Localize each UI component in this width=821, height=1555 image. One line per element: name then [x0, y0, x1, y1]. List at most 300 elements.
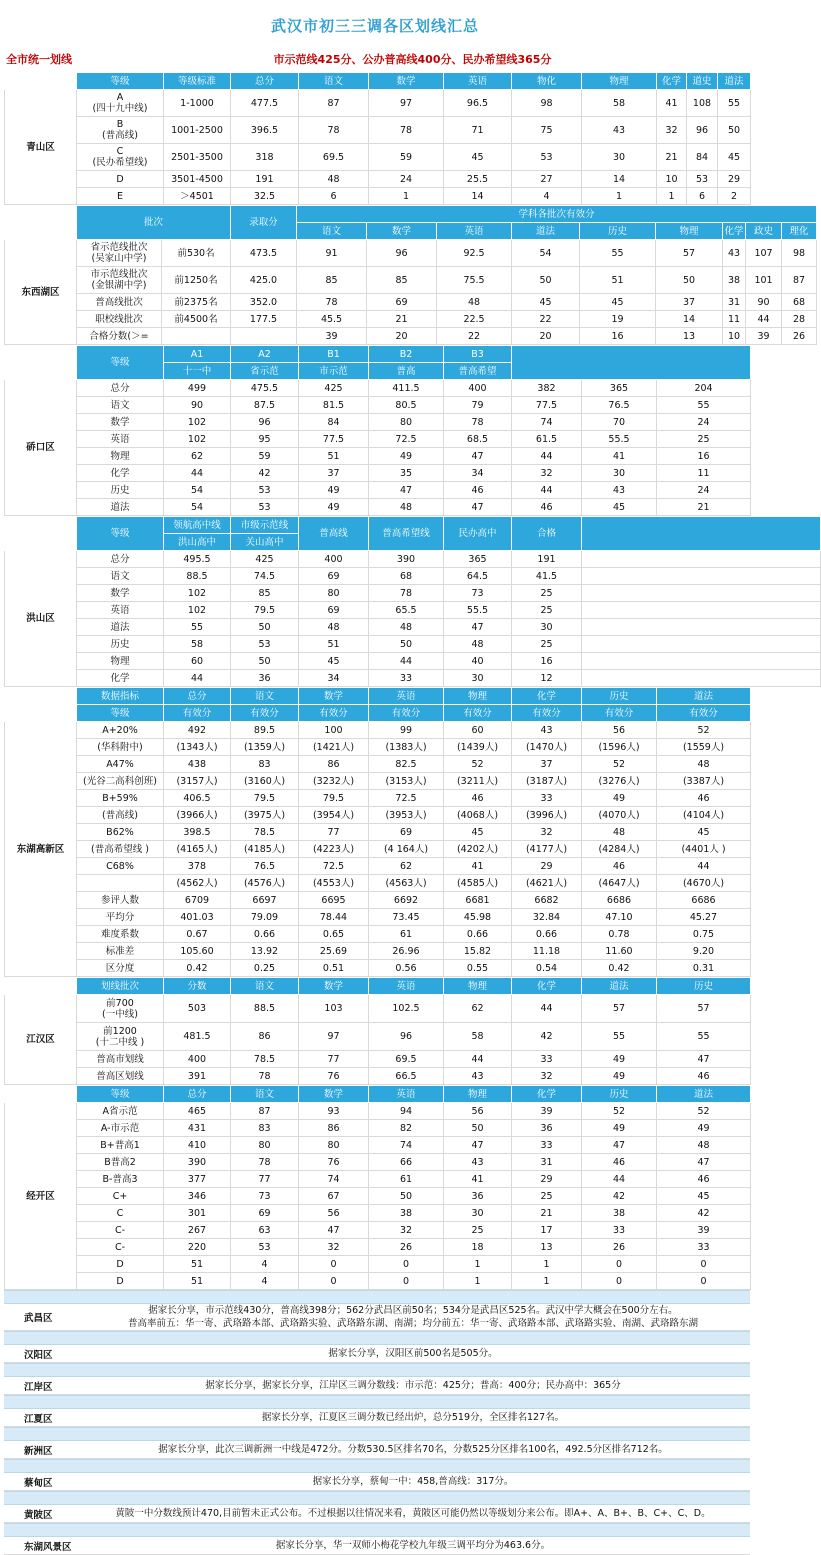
table-cell: 49	[369, 448, 444, 465]
table-cell: 1	[512, 1273, 582, 1290]
table-cell: 77	[231, 1171, 299, 1188]
cell-line: E	[116, 190, 123, 202]
table-cell: 26.96	[369, 943, 444, 960]
header-cell: 划线批次	[77, 978, 164, 995]
table-cell: 44	[369, 653, 444, 670]
table-cell: 83	[231, 756, 299, 773]
header-cell: 语文	[299, 73, 369, 90]
page-title: 武汉市初三三调各区划线汇总	[270, 17, 479, 35]
table-cell: 0.42	[582, 960, 657, 977]
table-cell: 50	[444, 1120, 512, 1137]
table-cell: 45	[580, 294, 656, 311]
table-cell: 78	[369, 585, 444, 602]
header-cell: 英语	[437, 223, 512, 240]
table-cell: 102	[164, 602, 231, 619]
table-cell: (3996人)	[512, 807, 582, 824]
table-cell: 55	[657, 397, 751, 414]
header-cell: 物理	[444, 688, 512, 705]
table-cell: 98	[782, 240, 817, 267]
table-row	[5, 1154, 751, 1171]
cell-line: (金银湖中学)	[91, 280, 147, 291]
table-cell: 50	[512, 267, 580, 294]
district-name: 新洲区	[24, 1445, 53, 1457]
table-cell: 41	[444, 858, 512, 875]
table-row	[5, 1171, 751, 1188]
blank-cell	[5, 346, 77, 363]
cell-line: (民办希望线)	[92, 157, 148, 168]
table-cell: 37	[656, 294, 723, 311]
table-cell: 10	[657, 171, 687, 188]
table-cell: 71	[444, 117, 512, 144]
table-cell: 378	[164, 858, 231, 875]
table-cell: 34	[444, 465, 512, 482]
table-cell: 45	[444, 144, 512, 171]
table-cell: 1	[444, 1273, 512, 1290]
table-cell: 25	[657, 431, 751, 448]
table-cell: 0.66	[512, 926, 582, 943]
table-cell: 77	[299, 824, 369, 841]
table-row	[5, 1239, 751, 1256]
header-cell: 等级	[77, 1086, 164, 1103]
table-cell: 79.5	[231, 790, 299, 807]
header-cell: 数学	[299, 688, 369, 705]
header-cell: 理化	[782, 223, 817, 240]
table-cell: 410	[164, 1137, 231, 1154]
table-cell: C	[77, 1205, 164, 1222]
table-cell: 503	[164, 995, 231, 1023]
table-cell: 61.5	[512, 431, 582, 448]
table-cell: (3975人)	[231, 807, 299, 824]
note-line: 据家长分享，华一双师小梅花学校九年级三调平均分为463.6分。	[275, 1540, 551, 1551]
note-text	[76, 1505, 750, 1522]
table-cell: 16	[580, 328, 656, 345]
table-cell: (4068人)	[444, 807, 512, 824]
table-cell: 36	[512, 1120, 582, 1137]
header-cell: A2	[231, 346, 299, 363]
table-cell: 25	[444, 1222, 512, 1239]
table-cell: (华科附中)	[77, 739, 164, 756]
district-name: 东湖高新区	[5, 722, 77, 977]
table-cell: 89.5	[231, 722, 299, 739]
batch-cell	[77, 1051, 164, 1068]
cell-line: 普高区划线	[96, 1070, 144, 1082]
citywide-line-text: 市示范线425分、公办普高线400分、民办希望线365分	[273, 53, 552, 66]
table-cell: 425	[299, 380, 369, 397]
table-cell: 431	[164, 1120, 231, 1137]
table-cell: 42	[582, 1188, 657, 1205]
table-cell: 62	[444, 995, 512, 1023]
table-row	[5, 909, 751, 926]
district-name: 青山区	[5, 90, 77, 205]
table-cell: A省示范	[77, 1103, 164, 1120]
table-cell: 50	[718, 117, 751, 144]
table-cell: 53	[231, 499, 299, 516]
table-cell: 0.55	[444, 960, 512, 977]
table-cell: 64.5	[444, 568, 512, 585]
table-cell: 84	[299, 414, 369, 431]
table-row	[5, 188, 751, 205]
table-cell: 69	[367, 294, 437, 311]
table-cell: 50	[369, 636, 444, 653]
table-cell: 73	[231, 1188, 299, 1205]
table-cell: 46	[582, 858, 657, 875]
table-cell: 60	[444, 722, 512, 739]
table-cell: 47	[444, 448, 512, 465]
table-cell: 区分度	[77, 960, 164, 977]
table-cell: 68.5	[444, 431, 512, 448]
table-row	[5, 551, 821, 568]
header-cell: 省示范	[231, 363, 299, 380]
table-cell: 0	[657, 1256, 751, 1273]
table-cell: (4401人 )	[657, 841, 751, 858]
table-cell: 1	[369, 188, 444, 205]
cell-line: 前1200	[103, 1025, 137, 1037]
cell-line: C	[116, 146, 124, 157]
table-row	[5, 943, 751, 960]
header-cell: 数学	[367, 223, 437, 240]
table-cell: 26	[369, 1239, 444, 1256]
cell-line: 职校线批次	[95, 313, 143, 325]
table-cell: (4202人)	[444, 841, 512, 858]
table-row	[5, 1256, 751, 1273]
table-cell: 32.5	[231, 188, 299, 205]
table-cell: 79	[444, 397, 512, 414]
table-cell: 45.98	[444, 909, 512, 926]
table-cell: 48	[437, 294, 512, 311]
table-cell: 74	[369, 1137, 444, 1154]
table-cell: 39	[746, 328, 782, 345]
note-line: 据家长分享，此次三调新洲一中线是472分。分数530.5区排名70名，分数525分区排名100名，492.5分区排名712名。	[158, 1444, 668, 1455]
table-cell: 英语	[77, 602, 164, 619]
table-cell: 21	[512, 1205, 582, 1222]
table-cell: 47	[657, 1051, 751, 1068]
header-cell: 关山高中	[231, 534, 299, 551]
note-row	[4, 1345, 750, 1363]
header-cell: 英语	[369, 978, 444, 995]
district-name: 东西湖区	[5, 240, 77, 345]
table-cell: 66	[369, 1154, 444, 1171]
header-cell: 物理	[444, 1086, 512, 1103]
table-cell: 492	[164, 722, 231, 739]
table-cell: 43	[582, 117, 657, 144]
table-cell: 6697	[231, 892, 299, 909]
table-cell: 45	[582, 499, 657, 516]
district-name: 汉阳区	[24, 1349, 53, 1361]
section-divider	[4, 1363, 750, 1377]
cell-line: 市示范线批次	[90, 269, 148, 280]
cell-line: 合格分数(＞=	[89, 330, 149, 342]
table-cell: 477.5	[231, 90, 299, 117]
level-cell	[77, 188, 164, 205]
table-cell: 37	[512, 756, 582, 773]
blank-cell	[5, 534, 77, 551]
table-cell: 473.5	[231, 240, 297, 267]
table-cell: 物理	[77, 448, 164, 465]
table-cell: 39	[657, 1222, 751, 1239]
table-row	[5, 294, 817, 311]
table-cell: (3232人)	[299, 773, 369, 790]
table-cell: 25	[512, 602, 582, 619]
table-cell: 55	[164, 619, 231, 636]
batch-cell	[77, 328, 162, 345]
blank-cell	[5, 73, 77, 90]
header-cell: 有效分	[512, 705, 582, 722]
section-divider	[4, 1331, 750, 1345]
table-cell: 96.5	[444, 90, 512, 117]
table-cell: 69.5	[369, 1051, 444, 1068]
table-cell: 43	[723, 240, 746, 267]
table-cell: 49	[582, 1051, 657, 1068]
table-cell: 73	[444, 585, 512, 602]
table-cell: 72.5	[299, 858, 369, 875]
table-cell: A-市示范	[77, 1120, 164, 1137]
table-cell: (3966人)	[164, 807, 231, 824]
table-cell: 6	[687, 188, 718, 205]
table-cell: 56	[444, 1103, 512, 1120]
table-cell: (3211人)	[444, 773, 512, 790]
table-cell: 道法	[77, 619, 164, 636]
header-row	[5, 73, 751, 90]
header-cell: 道法	[582, 978, 657, 995]
table-cell: 32	[512, 1068, 582, 1085]
header-cell: 民办高中	[444, 517, 512, 551]
note-line: 据家长分享，据家长分享，江岸区三调分数线：市示范：425分；普高：400分；民办高中：365分	[205, 1380, 621, 1391]
table-cell: 346	[164, 1188, 231, 1205]
header-cell: 学科各批次有效分	[297, 206, 817, 223]
table-cell: 前4500名	[162, 311, 231, 328]
table-cell: 30	[582, 144, 657, 171]
table-cell: 57	[582, 995, 657, 1023]
header-row	[5, 206, 817, 223]
table-cell: 390	[164, 1154, 231, 1171]
table-cell: 76	[299, 1068, 369, 1085]
header-row	[5, 705, 751, 722]
table-cell: 79.09	[231, 909, 299, 926]
header-row	[5, 978, 751, 995]
table-row	[5, 1103, 751, 1120]
header-cell: 总分	[231, 73, 299, 90]
table-cell: 74	[299, 1171, 369, 1188]
cell-line: 前700	[106, 997, 134, 1009]
header-cell: 普高希望	[444, 363, 512, 380]
table-cell: (3160人)	[231, 773, 299, 790]
header-cell: 历史	[657, 978, 751, 995]
table-cell: 22.5	[437, 311, 512, 328]
table-cell: 391	[164, 1068, 231, 1085]
header-cell: 十一中	[164, 363, 231, 380]
table-dongxihu	[4, 205, 817, 345]
header-cell: 物理	[444, 978, 512, 995]
table-cell: 74.5	[231, 568, 299, 585]
header-cell: 等级标准	[164, 73, 231, 90]
note-line: 黄陂一中分数线预计470,目前暂未正式公布。不过根据以往情况来看，黄陂区可能仍然以等级划分来公布。即A+、A、B+、B、C+、C、D。	[115, 1508, 711, 1519]
table-cell: 28	[782, 311, 817, 328]
table-cell: (4621人)	[512, 875, 582, 892]
header-cell: 录取分	[231, 206, 297, 240]
table-cell: 318	[231, 144, 299, 171]
table-cell: 33	[512, 1137, 582, 1154]
table-cell: 425	[231, 551, 299, 568]
note-row	[4, 1304, 750, 1331]
table-cell: 96	[367, 240, 437, 267]
section-divider	[4, 1491, 750, 1505]
table-cell: (4 164人)	[369, 841, 444, 858]
blank-cell	[5, 688, 77, 705]
table-cell: 75.5	[437, 267, 512, 294]
table-cell: 27	[512, 171, 582, 188]
table-row	[5, 602, 821, 619]
header-cell: 等级	[77, 517, 164, 551]
table-cell: (1343人)	[164, 739, 231, 756]
header-cell: 道法	[718, 73, 751, 90]
note-text	[76, 1304, 750, 1330]
table-cell: 43	[582, 482, 657, 499]
table-cell: 0.75	[657, 926, 751, 943]
table-cell: ＞4501	[164, 188, 231, 205]
section-divider	[4, 1459, 750, 1473]
table-cell: 365	[444, 551, 512, 568]
header-cell: 英语	[369, 688, 444, 705]
table-cell: (光谷二高科创班)	[77, 773, 164, 790]
header-cell: 语文	[231, 978, 299, 995]
table-cell: 400	[299, 551, 369, 568]
header-cell: 领航高中线	[164, 517, 231, 534]
table-row	[5, 414, 751, 431]
table-row	[5, 465, 751, 482]
table-cell: 33	[512, 1051, 582, 1068]
table-cell: (4576人)	[231, 875, 299, 892]
table-cell: 1001-2500	[164, 117, 231, 144]
table-cell: 32	[512, 824, 582, 841]
header-cell: A1	[164, 346, 231, 363]
table-cell: 46	[512, 499, 582, 516]
table-cell: 32	[369, 1222, 444, 1239]
header-cell: 市级示范线	[231, 517, 299, 534]
table-cell: 1	[657, 188, 687, 205]
table-cell: 88.5	[164, 568, 231, 585]
table-cell: 47	[299, 1222, 369, 1239]
table-cell: 4	[231, 1273, 299, 1290]
table-cell: 31	[512, 1154, 582, 1171]
table-cell: 57	[657, 995, 751, 1023]
table-cell: 78.44	[299, 909, 369, 926]
table-cell: 78.5	[231, 824, 299, 841]
level-cell	[77, 144, 164, 171]
table-row	[5, 90, 751, 117]
table-cell: 87	[782, 267, 817, 294]
table-row	[5, 722, 751, 739]
table-cell: 398.5	[164, 824, 231, 841]
table-cell: 44	[512, 482, 582, 499]
blank-cell	[5, 363, 77, 380]
table-cell: 69	[369, 824, 444, 841]
table-cell: 465	[164, 1103, 231, 1120]
table-cell: 41	[444, 1171, 512, 1188]
table-cell: 1	[444, 1256, 512, 1273]
note-line: 据家长分享，江夏区三调分数已经出炉，总分519分，全区排名127名。	[261, 1412, 565, 1423]
table-jianghan	[4, 977, 751, 1085]
header-cell: 有效分	[582, 705, 657, 722]
table-cell: 34	[299, 670, 369, 687]
header-cell: 历史	[580, 223, 656, 240]
table-cell: 204	[657, 380, 751, 397]
cell-line: (普高线)	[102, 130, 138, 141]
table-cell: 32	[299, 1239, 369, 1256]
note-line: 据家长分享，蔡甸一中：458,普高线：317分。	[312, 1476, 514, 1487]
table-row	[5, 482, 751, 499]
table-cell: 365	[582, 380, 657, 397]
table-cell: 102	[164, 414, 231, 431]
header-cell: 数学	[369, 73, 444, 90]
district-name: 经开区	[5, 1103, 77, 1290]
table-cell: 33	[369, 670, 444, 687]
table-cell: (1439人)	[444, 739, 512, 756]
header-cell: 市示范	[299, 363, 369, 380]
table-cell: 难度系数	[77, 926, 164, 943]
table-cell: 14	[656, 311, 723, 328]
table-cell: 301	[164, 1205, 231, 1222]
table-cell: 22	[437, 328, 512, 345]
table-cell: 51	[164, 1256, 231, 1273]
table-cell: 96	[687, 117, 718, 144]
table-cell: 0.65	[299, 926, 369, 943]
table-cell: 49	[299, 499, 369, 516]
header-cell: 总分	[164, 1086, 231, 1103]
table-cell: (普高线)	[77, 807, 164, 824]
table-row	[5, 790, 751, 807]
table-cell: 43	[444, 1154, 512, 1171]
table-cell: (1421人)	[299, 739, 369, 756]
table-cell: 55	[580, 240, 656, 267]
table-cell: 44	[512, 995, 582, 1023]
table-cell: 55	[582, 1023, 657, 1051]
table-cell: 72.5	[369, 431, 444, 448]
header-cell: 有效分	[299, 705, 369, 722]
table-cell: 411.5	[369, 380, 444, 397]
table-cell: 36	[444, 1188, 512, 1205]
table-cell: 0.56	[369, 960, 444, 977]
table-cell: 100	[299, 722, 369, 739]
table-cell: 0	[657, 1273, 751, 1290]
table-cell: 45	[657, 1188, 751, 1205]
table-cell: 1-1000	[164, 90, 231, 117]
table-cell: 平均分	[77, 909, 164, 926]
table-cell: 32.84	[512, 909, 582, 926]
table-row	[5, 824, 751, 841]
header-cell: 洪山高中	[164, 534, 231, 551]
table-cell: 85	[297, 267, 367, 294]
table-cell: 82	[369, 1120, 444, 1137]
table-cell: 49	[657, 1120, 751, 1137]
table-cell: 401.03	[164, 909, 231, 926]
table-cell: 54	[164, 482, 231, 499]
batch-cell	[77, 995, 164, 1023]
table-cell: 33	[512, 790, 582, 807]
header-cell: 道法	[657, 688, 751, 705]
table-cell: 38	[723, 267, 746, 294]
table-cell: 10	[723, 328, 746, 345]
table-cell: 0.66	[444, 926, 512, 943]
header-cell: 物化	[512, 73, 582, 90]
cell-line: (十二中线 )	[95, 1036, 145, 1048]
note-row	[4, 1377, 750, 1395]
blank-cell	[5, 223, 77, 240]
table-cell: 191	[512, 551, 582, 568]
section-divider	[4, 1523, 750, 1537]
table-cell: 77	[299, 1051, 369, 1068]
table-cell: 41.5	[512, 568, 582, 585]
table-cell: 50	[656, 267, 723, 294]
